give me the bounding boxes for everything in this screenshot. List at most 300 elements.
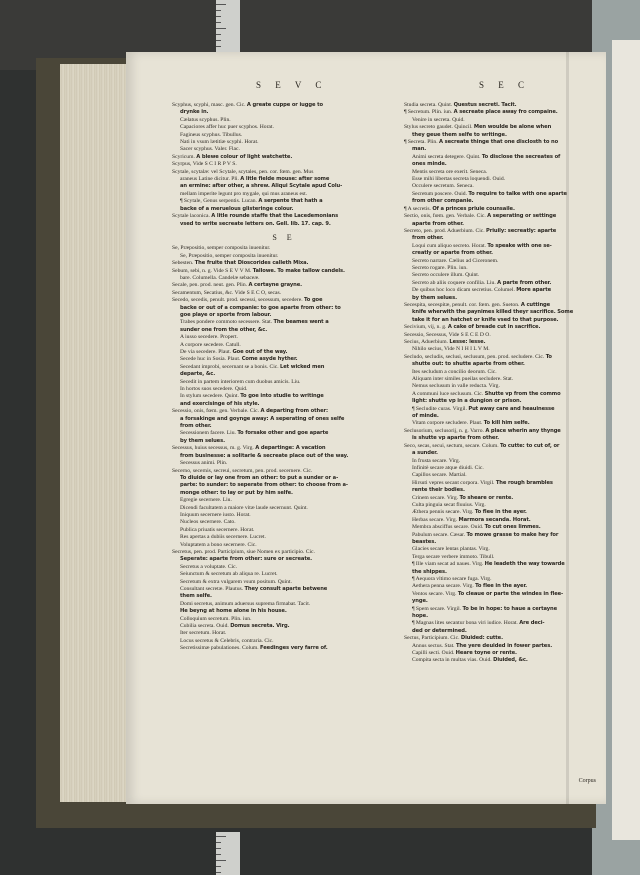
latin-text: Sebum, sebi, n. g. Vide S E V V M. [172,267,253,274]
latin-text: Secale, pen. prod. neut. gen. Plin. [172,282,249,289]
dictionary-entry-line [172,512,396,519]
latin-text: Secreto occulere illum. Quint. [412,272,480,279]
english-blackletter-gloss: man. [412,146,427,153]
latin-text: Sectio, onis, fœm. gen. Verbale. Cic. [404,213,488,220]
dictionary-entry-line [404,569,600,576]
english-blackletter-gloss: of minde. [412,413,439,420]
english-blackletter-gloss: The yere deuided in fower partes. [455,642,553,649]
english-blackletter-gloss: To flee in the ayer. [475,583,528,590]
latin-text: Scyrpus, Vide S C I R P V S. [172,161,237,168]
ruler-tick [216,16,221,17]
english-blackletter-gloss: To goe into studie to writinge [240,393,324,400]
english-blackletter-gloss: To cleaue or parte the windes in flee- [457,590,564,597]
english-blackletter-gloss: from other. [412,235,444,242]
dictionary-entry-line [172,356,396,363]
dictionary-entry-line [172,534,396,541]
dictionary-entry-line [172,645,396,652]
dictionary-entry-line [172,327,396,334]
english-blackletter-gloss: To speake with one se- [487,242,552,249]
dictionary-entry-line [172,379,396,386]
latin-text: Herbas secare. Virg. [412,516,459,523]
english-blackletter-gloss: from other companie. [412,198,474,205]
dictionary-entry-line [172,393,396,400]
latin-text: Cælatus scyphus. Plin. [180,116,231,123]
dictionary-entry-line [404,235,600,242]
dictionary-entry-line [404,546,600,553]
english-blackletter-gloss: they geue them selfe to writinge. [412,131,507,138]
dictionary-entry-line [172,297,396,304]
latin-text: Secerno, secernis, secreui, secretum, pen. prod. secernere. Cic. [172,467,313,474]
ruler-tick [216,46,221,47]
latin-text: Secespita, secespitæ, penult. cor. fœm. gen. Sueton. [404,301,521,308]
latin-text: Aliquam inter similes pueilas secludere. Stat. [412,376,514,383]
latin-text: Scyricum. [172,153,197,160]
dictionary-entry-line [404,576,600,583]
english-blackletter-gloss: A secreate place away fro compaine. [453,109,558,116]
latin-text: Capillos secare. Martial. [412,472,467,479]
english-blackletter-gloss: departe, &c. [180,371,216,378]
english-blackletter-gloss: backe or out of a companie: to goe aparte from other: to [180,304,341,311]
latin-text: Secretum & extra vulgarem vsum positum. Quint. [180,578,292,585]
dictionary-entry-line [172,221,396,228]
english-blackletter-gloss: Diuided, &c. [493,657,528,664]
latin-text: Secreto, pen. prod. Aduerbium. Cic. [404,227,487,234]
latin-text: Publica priuatis secernere. Horat. [180,526,255,533]
english-blackletter-gloss: A litle rounde staffe that the Lacedemonians [211,213,339,220]
english-blackletter-gloss: take it for an hatchet or knife vsed to that purpose. [412,316,559,323]
english-blackletter-gloss: Shutte vp from the commo [484,390,561,397]
latin-text: bare. Columella. Candelæ sebaceæ. [180,274,260,281]
dictionary-entry-line [404,295,600,302]
english-blackletter-gloss: Seperate: aparte from other: sure or secreate. [180,556,313,563]
dictionary-entry-line [172,364,396,371]
dictionary-entry-line [172,206,396,213]
right-column [404,102,600,665]
english-blackletter-gloss: vsed to write secreate letters on. Gell. lib. 17. cap. 9. [180,220,331,227]
latin-text: Secessio, Secessus, Vide S E C E D O. [404,331,491,338]
english-blackletter-gloss: them selfe. [180,593,212,600]
dictionary-entry-line [172,386,396,393]
english-blackletter-gloss: a forsakinge and goynge away: A seperating of ones selfe [180,415,345,422]
dictionary-entry-line [404,183,600,190]
dictionary-entry-line [172,623,396,630]
latin-text: Secessus animi. Plin. [180,460,228,467]
latin-text: Iter secretum. Horat. [180,630,227,637]
dictionary-entry-line [404,324,600,331]
latin-text: Secessus, huius secessus, m. g. Virg. [172,445,256,452]
ruler-tick [216,842,221,843]
english-blackletter-gloss: beastes. [412,538,437,545]
dictionary-entry-line [404,213,600,220]
dictionary-entry-line [404,169,600,176]
dictionary-entry-line [172,334,396,341]
dictionary-entry-line [404,176,600,183]
english-blackletter-gloss: To diuide or lay one from an other: to put a sunder or a- [180,474,339,481]
dictionary-entry-line [172,475,396,482]
dictionary-entry-line [172,183,396,190]
latin-text: Locus secretus & Celebris, contraria. Cic. [180,637,274,644]
latin-text: Res apertas a dubiis secernere. Lucret. [180,534,266,541]
dictionary-entry-line [172,290,396,297]
dictionary-entry-line [172,593,396,600]
dictionary-entry-line [172,245,396,252]
english-blackletter-gloss: More aparte [516,287,552,294]
latin-text: Sacer scyphus. Valer. Flac. [180,146,240,153]
latin-text: Occulere secretum. Seneca. [412,183,474,190]
dictionary-entry-line [172,371,396,378]
dictionary-entry-line [404,258,600,265]
dictionary-entry-line [172,213,396,220]
dictionary-entry-line [404,435,600,442]
ruler-tick [216,4,226,5]
english-blackletter-gloss: Come asyde hyther. [241,356,298,363]
english-blackletter-gloss: Tallowe. To make tallow candels. [252,267,345,274]
english-blackletter-gloss: The rough brambles [495,479,553,486]
ruler-tick [216,34,221,35]
latin-text: A corpore secedere. Catull. [180,341,241,348]
dictionary-entry-line [404,317,600,324]
latin-text: ¶ Secludite curas. Virgil. [412,405,469,412]
dictionary-entry-line [172,176,396,183]
latin-text: Venire in secreta. Quid. [412,116,465,123]
latin-text: ¶ Secretum. Plin. iun. [404,109,454,116]
ruler-tick [216,40,221,41]
latin-text: Secretus, pen. prod. Participium, siue Nomen ex participio. Cic. [172,548,315,555]
english-blackletter-gloss: Domus secreta. Virg. [230,623,290,630]
latin-text: Fagineus scyphus. Tibullus. [180,131,243,138]
dictionary-entry-line [172,305,396,312]
scale-ruler-bottom [216,832,240,875]
dictionary-entry-line [404,339,600,346]
latin-text: Hirsuti vepres secant corpora. Virgil. [412,479,496,486]
latin-text: Studia secreta. Quint. [404,102,454,108]
english-blackletter-gloss: A certayne grayne. [248,282,303,289]
dictionary-entry-line [404,591,600,598]
dictionary-entry-line [404,198,600,205]
english-blackletter-gloss: from businesse: a solitarie & secreate place out of the way. [180,452,349,459]
dictionary-entry-line [172,260,396,267]
dictionary-entry-line [404,332,600,339]
dictionary-entry-line [172,438,396,445]
dictionary-entry-line [404,221,600,228]
latin-text: ¶ Secreta. Plin. [404,139,440,146]
dictionary-entry-line [404,657,600,664]
dictionary-entry-line [404,383,600,390]
latin-text: Egregie secernere. Liu. [180,497,232,504]
english-blackletter-gloss: Heare toyne or rente. [455,650,517,657]
latin-text: Membra absciffus secare. Ouid. [412,524,485,531]
english-blackletter-gloss: They consult aparte betwene [244,586,328,592]
english-blackletter-gloss: parte: to sunder: to seperate from other: to choose from a- [180,482,348,489]
english-blackletter-gloss: ynge. [412,598,428,605]
latin-text: Secede huc in Sosia. Plaut. [180,356,242,363]
latin-text: Secludo, secludis, seclusi, seclusum, pen. prod. secludere. Cic. [404,353,546,360]
latin-text: Mentis secreta ore exerit. Seneca. [412,168,488,175]
latin-text: Secamentum, Secatius, &c. Vide S E C O, secas. [172,289,282,296]
dictionary-entry-line [172,482,396,489]
latin-text: Vitam corpore secludere. Plaut. [412,420,484,427]
latin-text: Infinitè secare atque diuidi. Cic. [412,464,484,471]
dictionary-entry-line [172,571,396,578]
dictionary-entry-line [172,139,396,146]
latin-text: Secessionem facere. Liu. [180,430,238,437]
latin-text: araneus Latine dicitur. Pli. [180,176,241,183]
latin-text: Seiunctum & secretum ab aliqua re. Lucret. [180,571,278,578]
english-blackletter-gloss: shutte out: to shutte aparte from other. [412,361,525,368]
english-blackletter-gloss: A cake of breade cut in sacrifice. [447,324,541,331]
latin-text: Scytale, scytalæ: vel Scytale, scytales, pen. cor. fœm. gen. Mus [172,168,314,175]
latin-text: Scyphus, scyphi, masc. gen. Cic. [172,102,247,108]
latin-text: Cubilia secreta. Ouid. [180,623,231,630]
dictionary-entry-line [172,564,396,571]
english-blackletter-gloss: knife wherwith the paynimes killed theyr sacrifice. Some [412,309,574,316]
latin-text: Secedo, secedis, penult. prod. secessi, secessum, secedere. [172,297,305,304]
latin-text: Scytale laconica. [172,213,212,220]
dictionary-entry-line [404,376,600,383]
latin-text: Annus sectus. Stat. [412,642,456,649]
dictionary-entry-line [404,139,600,146]
latin-text: ¶ Spem secare. Virgil. [412,605,463,612]
dictionary-entry-line [172,132,396,139]
english-blackletter-gloss: He leadeth the way towarde [484,561,565,568]
dictionary-entry-line [404,280,600,287]
english-blackletter-gloss: To mowe grasse to make hey for [466,531,559,538]
latin-text: A communi luce seclusum. Cic. [412,390,485,397]
latin-text: Dicendi facultatem a maiore vitæ laude secernunt. Quint. [180,504,308,511]
english-blackletter-gloss: Diuided: cutte. [460,635,503,642]
dictionary-entry-line [404,413,600,420]
latin-text: ¶ Scytale, Genus serpentis. Lucan. [180,198,259,205]
english-blackletter-gloss: A seperating or settinge [487,213,557,220]
left-entries-scy [172,102,396,228]
ruler-tick [216,860,226,861]
dictionary-entry-line [404,613,600,620]
dictionary-entry-line [404,346,600,353]
english-blackletter-gloss: Let wicked men [280,363,325,370]
dictionary-entry-line [172,460,396,467]
latin-text: In hortos suos secedere. Quid. [180,386,248,393]
dictionary-entry-line [404,532,600,539]
dictionary-entry-line [404,265,600,272]
dictionary-entry-line [172,198,396,205]
dictionary-entry-line [172,342,396,349]
latin-text: Secius, Aduerbium. [404,339,450,345]
dictionary-entry-line [404,102,600,109]
latin-text: Se, Præpositio, semper composita inuenitur. [172,245,271,252]
latin-text: Terga secare verbere immoto. Tibull. [412,553,495,560]
dictionary-entry-line [404,309,600,316]
latin-text: Secessio, onis, fœm. gen. Verbale. Cic. [172,408,261,415]
dictionary-entry-line [172,319,396,326]
dictionary-entry-line [404,495,600,502]
dictionary-entry-line [172,275,396,282]
english-blackletter-gloss: A departinge: A vacation [255,445,326,452]
latin-text: Glacies secare lentas plantas. Virg. [412,546,490,553]
english-blackletter-gloss: the shippes. [412,568,447,575]
dictionary-entry-line [404,598,600,605]
dictionary-entry-line [172,638,396,645]
dictionary-entry-line [172,490,396,497]
english-blackletter-gloss: To kill him selfe. [483,420,530,427]
latin-text: Capilli secti. Ouid. [412,650,456,657]
english-blackletter-gloss: rente their bodies. [412,487,465,494]
english-blackletter-gloss: backe of a meruelous glisteringe colour. [180,205,294,212]
english-blackletter-gloss: Of a princes priuie counsaile. [432,205,515,212]
latin-text: Culta pinguia secat fluuius. Virg. [412,501,486,508]
latin-text: Capaciores affer huc puer scyphos. Horat. [180,124,274,131]
dictionary-entry-line [172,505,396,512]
dictionary-entry-line [404,109,600,116]
latin-text: Secedant improbi, secernant se a bonis. Cic. [180,363,281,370]
latin-text: A iusso secedere. Propert. [180,334,238,341]
ruler-tick [216,836,226,837]
ruler-tick [216,22,221,23]
latin-text: Ventos secare. Virg. [412,590,458,597]
dictionary-entry-line [404,124,600,131]
dictionary-entry-line [172,416,396,423]
dictionary-entry-line [404,458,600,465]
latin-text: Compita secta in multas vias. Ouid. [412,657,494,664]
dictionary-entry-line [404,480,600,487]
dictionary-entry-line [404,369,600,376]
dictionary-entry-line [404,117,600,124]
dictionary-entry-line [172,146,396,153]
latin-text: Sectus, Participium. Cic. [404,635,461,642]
dictionary-entry-line [404,443,600,450]
section-letter-se: S E [272,232,296,242]
english-blackletter-gloss: A departing from other: [260,408,328,415]
dictionary-entry-line [404,450,600,457]
english-blackletter-gloss: from other. [180,423,212,430]
dictionary-entry-line [404,561,600,568]
english-blackletter-gloss: To cut ones limmes. [484,524,541,531]
dictionary-entry-line [404,650,600,657]
dictionary-entry-line [404,398,600,405]
english-blackletter-gloss: To disclose the secreates of [481,153,561,160]
english-blackletter-gloss: Questus secreti. Tacit. [453,102,517,108]
latin-text: ¶ Ille viam secat ad naues. Virg. [412,561,485,568]
english-blackletter-gloss: To [545,353,552,360]
dictionary-entry-line [172,169,396,176]
dictionary-entry-line [404,539,600,546]
english-blackletter-gloss: hope. [412,613,428,620]
english-blackletter-gloss: a sunder. [412,450,438,457]
dictionary-entry-line [172,497,396,504]
dictionary-entry-line [404,287,600,294]
english-blackletter-gloss: To goe [304,297,323,304]
latin-text: Seco, secas, secui, sectum, secare. Colum. [404,442,500,449]
latin-text: Animi secreta detegere. Quint. [412,153,482,160]
latin-text: Secretus a voluptate. Cic. [180,563,238,570]
english-blackletter-gloss: sunder one from the other, &c. [180,326,268,333]
english-blackletter-gloss: monge other: to lay or put by him selfe. [180,489,293,496]
page-stack-edge [60,64,128,802]
dictionary-entry-line [172,109,396,116]
latin-text: Loqui cum aliquo secreto. Horat. [412,242,488,249]
english-blackletter-gloss: The fruite that Dioscorides calleth Mixa. [194,260,309,267]
dictionary-entry-line [404,524,600,531]
latin-text: Domi secretus, animum aduersus suprema firmabat. Tacit. [180,600,311,607]
dictionary-entry-line [172,556,396,563]
dictionary-entry-line [172,124,396,131]
latin-text: Secretissimæ pabulationes. Colum. [180,645,261,652]
ruler-tick [216,848,221,849]
dictionary-entry-line [172,579,396,586]
dictionary-entry-line [404,583,600,590]
dictionary-entry-line [172,102,396,109]
english-blackletter-gloss: goe playe or sporte from labour. [180,311,272,318]
dictionary-entry-line [172,268,396,275]
english-blackletter-gloss: A secreate thinge that one disclosth to no [439,139,559,146]
english-blackletter-gloss: Are deci- [519,620,545,627]
dictionary-entry-line [172,253,396,260]
running-head-left: S E V C [256,80,328,90]
dictionary-entry-line [172,282,396,289]
latin-text: Seclusorium, seclusorij, n. g. Varro. [404,427,486,434]
dictionary-entry-line [172,408,396,415]
dictionary-entry-line [404,502,600,509]
dictionary-entry-line [404,472,600,479]
dictionary-entry-line [404,250,600,257]
english-blackletter-gloss: Marmora secanda. Horat. [458,516,531,523]
english-blackletter-gloss: Goe out of the way. [232,349,288,355]
latin-text: Nemus seclusum in valle reducta. Virg. [412,383,500,390]
right-entries-sec [404,102,600,665]
dictionary-entry-line [172,549,396,556]
dictionary-entry-line [404,509,600,516]
dictionary-entry-line [172,468,396,475]
english-blackletter-gloss: He beyng at home alone in his house. [180,608,287,615]
latin-text: Trabes pondere commoto secessere. Stat. [180,319,274,326]
english-blackletter-gloss: A litle fielde mouse: after some [240,176,330,183]
english-blackletter-gloss: and exercisinge of his style. [180,400,260,407]
english-blackletter-gloss: an ermine: after other, a shrew. Aliqui Scytale apud Colu- [180,183,343,190]
dictionary-entry-line [172,519,396,526]
english-blackletter-gloss: A greate cuppe or iugge to [246,102,323,108]
latin-text: ¶ Aequora vltimo secare fuga. Virg. [412,576,492,582]
dictionary-entry-line [172,312,396,319]
latin-text: Secreto rogare. Plin. iun. [412,264,468,271]
latin-text: Crinem secare. Virg. [412,494,460,501]
dictionary-entry-line [172,191,396,198]
latin-text: Nati in vsum lætitiæ scyphi. Horat. [180,139,259,146]
latin-text: De via secedere. Plaut. [180,349,233,355]
ruler-tick [216,10,221,11]
dictionary-entry-line [172,630,396,637]
latin-text: Sebesten. [172,260,195,267]
latin-text: Ites secludum a concilio deorum. Cic. [412,368,497,375]
dictionary-entry-line [404,635,600,642]
latin-text: De quibus hoc loco dicam secretius. Columel. [412,287,517,294]
dictionary-entry-line [404,465,600,472]
ruler-tick [216,872,221,873]
english-blackletter-gloss: To be in hope: to haue a certayne [462,605,558,612]
latin-text: Voluptatem a bono secernere. Cic. [180,541,257,548]
english-blackletter-gloss: To sheare or rente. [459,494,514,501]
latin-text: Æthera pennis secare. Virg. [412,509,475,516]
latin-text: mellam imperite legunt pro mygale, qui mus araneus est. [180,190,308,197]
english-blackletter-gloss: Men woulde be alone when [473,124,552,131]
dictionary-entry-line [404,554,600,561]
latin-text: Secretum poscere. Ouid. [412,190,469,197]
dictionary-entry-line [404,620,600,627]
dictionary-entry-line [172,154,396,161]
dictionary-entry-line [404,191,600,198]
dictionary-entry-line [404,428,600,435]
catchword: Corpus [578,778,596,784]
english-blackletter-gloss: Lesse: lesse. [449,339,486,345]
dictionary-entry-line [404,146,600,153]
